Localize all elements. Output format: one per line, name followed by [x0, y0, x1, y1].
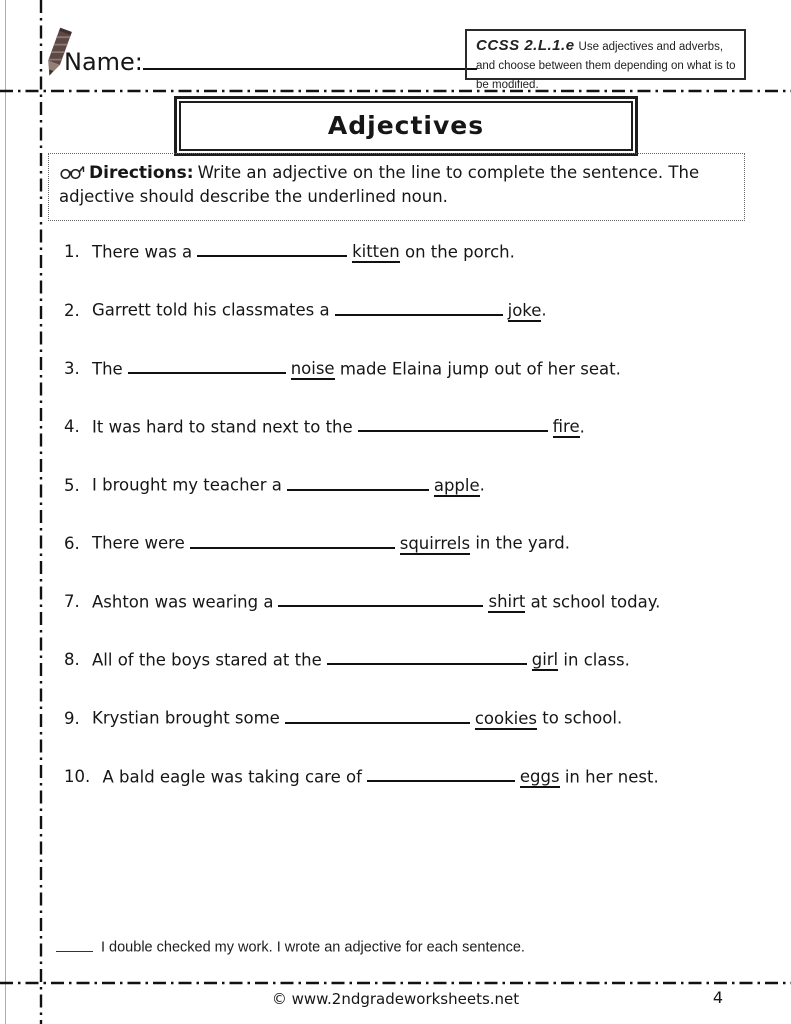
sentence-item [64, 646, 770, 704]
sentence-text-pre: Ashton was wearing a [86, 592, 274, 612]
name-label: Name: [64, 48, 143, 76]
directions-label: Directions: [89, 163, 194, 183]
sentence-text-post: in her nest. [559, 766, 659, 786]
sentence-number: 10. [64, 766, 91, 786]
self-check-blank[interactable] [56, 936, 93, 952]
page-edge-line [5, 0, 6, 1024]
sentence-number: 5. [64, 475, 80, 495]
sentence-text-pre: All of the boys stared at the [86, 650, 322, 670]
title-box [174, 96, 638, 156]
answer-blank-line[interactable] [358, 413, 548, 432]
sentence-item [64, 763, 770, 821]
answer-blank-line[interactable] [335, 296, 503, 315]
sentence-number: 7. [64, 592, 80, 612]
sentence-number: 4. [64, 417, 80, 437]
sentence-text-post: at school today. [525, 592, 661, 612]
sentence-text-post: . [579, 417, 585, 437]
answer-blank-line[interactable] [367, 763, 515, 782]
underlined-noun: fire [552, 417, 580, 437]
answer-blank-line[interactable] [128, 355, 286, 374]
sentence-item [64, 238, 770, 296]
directions-text: Write an adjective on the line to complete the sentence. The adjective should describe the underlined noun. [59, 163, 700, 206]
sentence-text-post: on the porch. [399, 242, 515, 262]
sentence-item [64, 296, 770, 354]
sentence-text-pre: It was hard to stand next to the [86, 417, 353, 437]
underlined-noun: kitten [352, 242, 400, 262]
self-check-text: I double checked my work. I wrote an adjective for each sentence. [101, 939, 525, 956]
name-field-row [64, 48, 477, 76]
sentence-number: 6. [64, 533, 80, 553]
underlined-noun: girl [531, 650, 559, 670]
sentence-item [64, 704, 770, 762]
sentence-text-post: to school. [537, 708, 623, 728]
directions-box [48, 153, 745, 221]
underlined-noun: shirt [488, 592, 526, 612]
sentence-number: 1. [64, 242, 80, 262]
sentence-number: 2. [64, 300, 80, 320]
eyeglasses-icon [59, 164, 85, 180]
sentence-text-pre: There was a [86, 242, 193, 262]
sentence-item [64, 588, 770, 646]
sentence-text-post: in the yard. [470, 533, 571, 553]
answer-blank-line[interactable] [285, 704, 470, 723]
sentence-text-post: made Elaina jump out of her seat. [334, 358, 621, 378]
sentence-text-pre: The [86, 358, 123, 378]
ccss-standard-box [465, 29, 746, 91]
self-check-row [56, 936, 525, 956]
ccss-description: Use adjectives and adverbs, and choose between them depending on what is to be modified. [476, 41, 736, 91]
sentence-item [64, 413, 770, 471]
ccss-code: CCSS 2.L.1.e [476, 37, 575, 54]
sentence-text-post: . [541, 300, 547, 320]
footer-credit: © www.2ndgradeworksheets.net [271, 990, 520, 1008]
sentence-number: 8. [64, 650, 80, 670]
sentence-text-pre: Krystian brought some [86, 708, 280, 728]
sentence-item [64, 471, 770, 529]
sentence-text-pre: There were [86, 533, 185, 553]
name-input-line[interactable] [143, 51, 477, 70]
sentence-item [64, 355, 770, 413]
answer-blank-line[interactable] [197, 238, 347, 257]
sentence-text-pre: I brought my teacher a [86, 475, 282, 495]
sentence-item [64, 529, 770, 587]
sentence-text-post: in class. [558, 650, 630, 670]
underlined-noun: apple [433, 475, 480, 495]
page-title: Adjectives [179, 101, 633, 151]
underlined-noun: squirrels [399, 533, 471, 553]
answer-blank-line[interactable] [278, 588, 483, 607]
sentence-list [64, 238, 770, 821]
underlined-noun: eggs [519, 766, 560, 786]
answer-blank-line[interactable] [287, 471, 429, 490]
answer-blank-line[interactable] [327, 646, 527, 665]
page-number: 4 [712, 988, 723, 1007]
underlined-noun: joke [507, 300, 542, 320]
sentence-number: 3. [64, 358, 80, 378]
sentence-text-post: . [479, 475, 485, 495]
underlined-noun: cookies [474, 708, 537, 728]
answer-blank-line[interactable] [190, 529, 395, 548]
underlined-noun: noise [290, 358, 335, 378]
sentence-text-pre: Garrett told his classmates a [86, 300, 330, 320]
sentence-text-pre: A bald eagle was taking care of [97, 766, 362, 786]
sentence-number: 9. [64, 708, 80, 728]
